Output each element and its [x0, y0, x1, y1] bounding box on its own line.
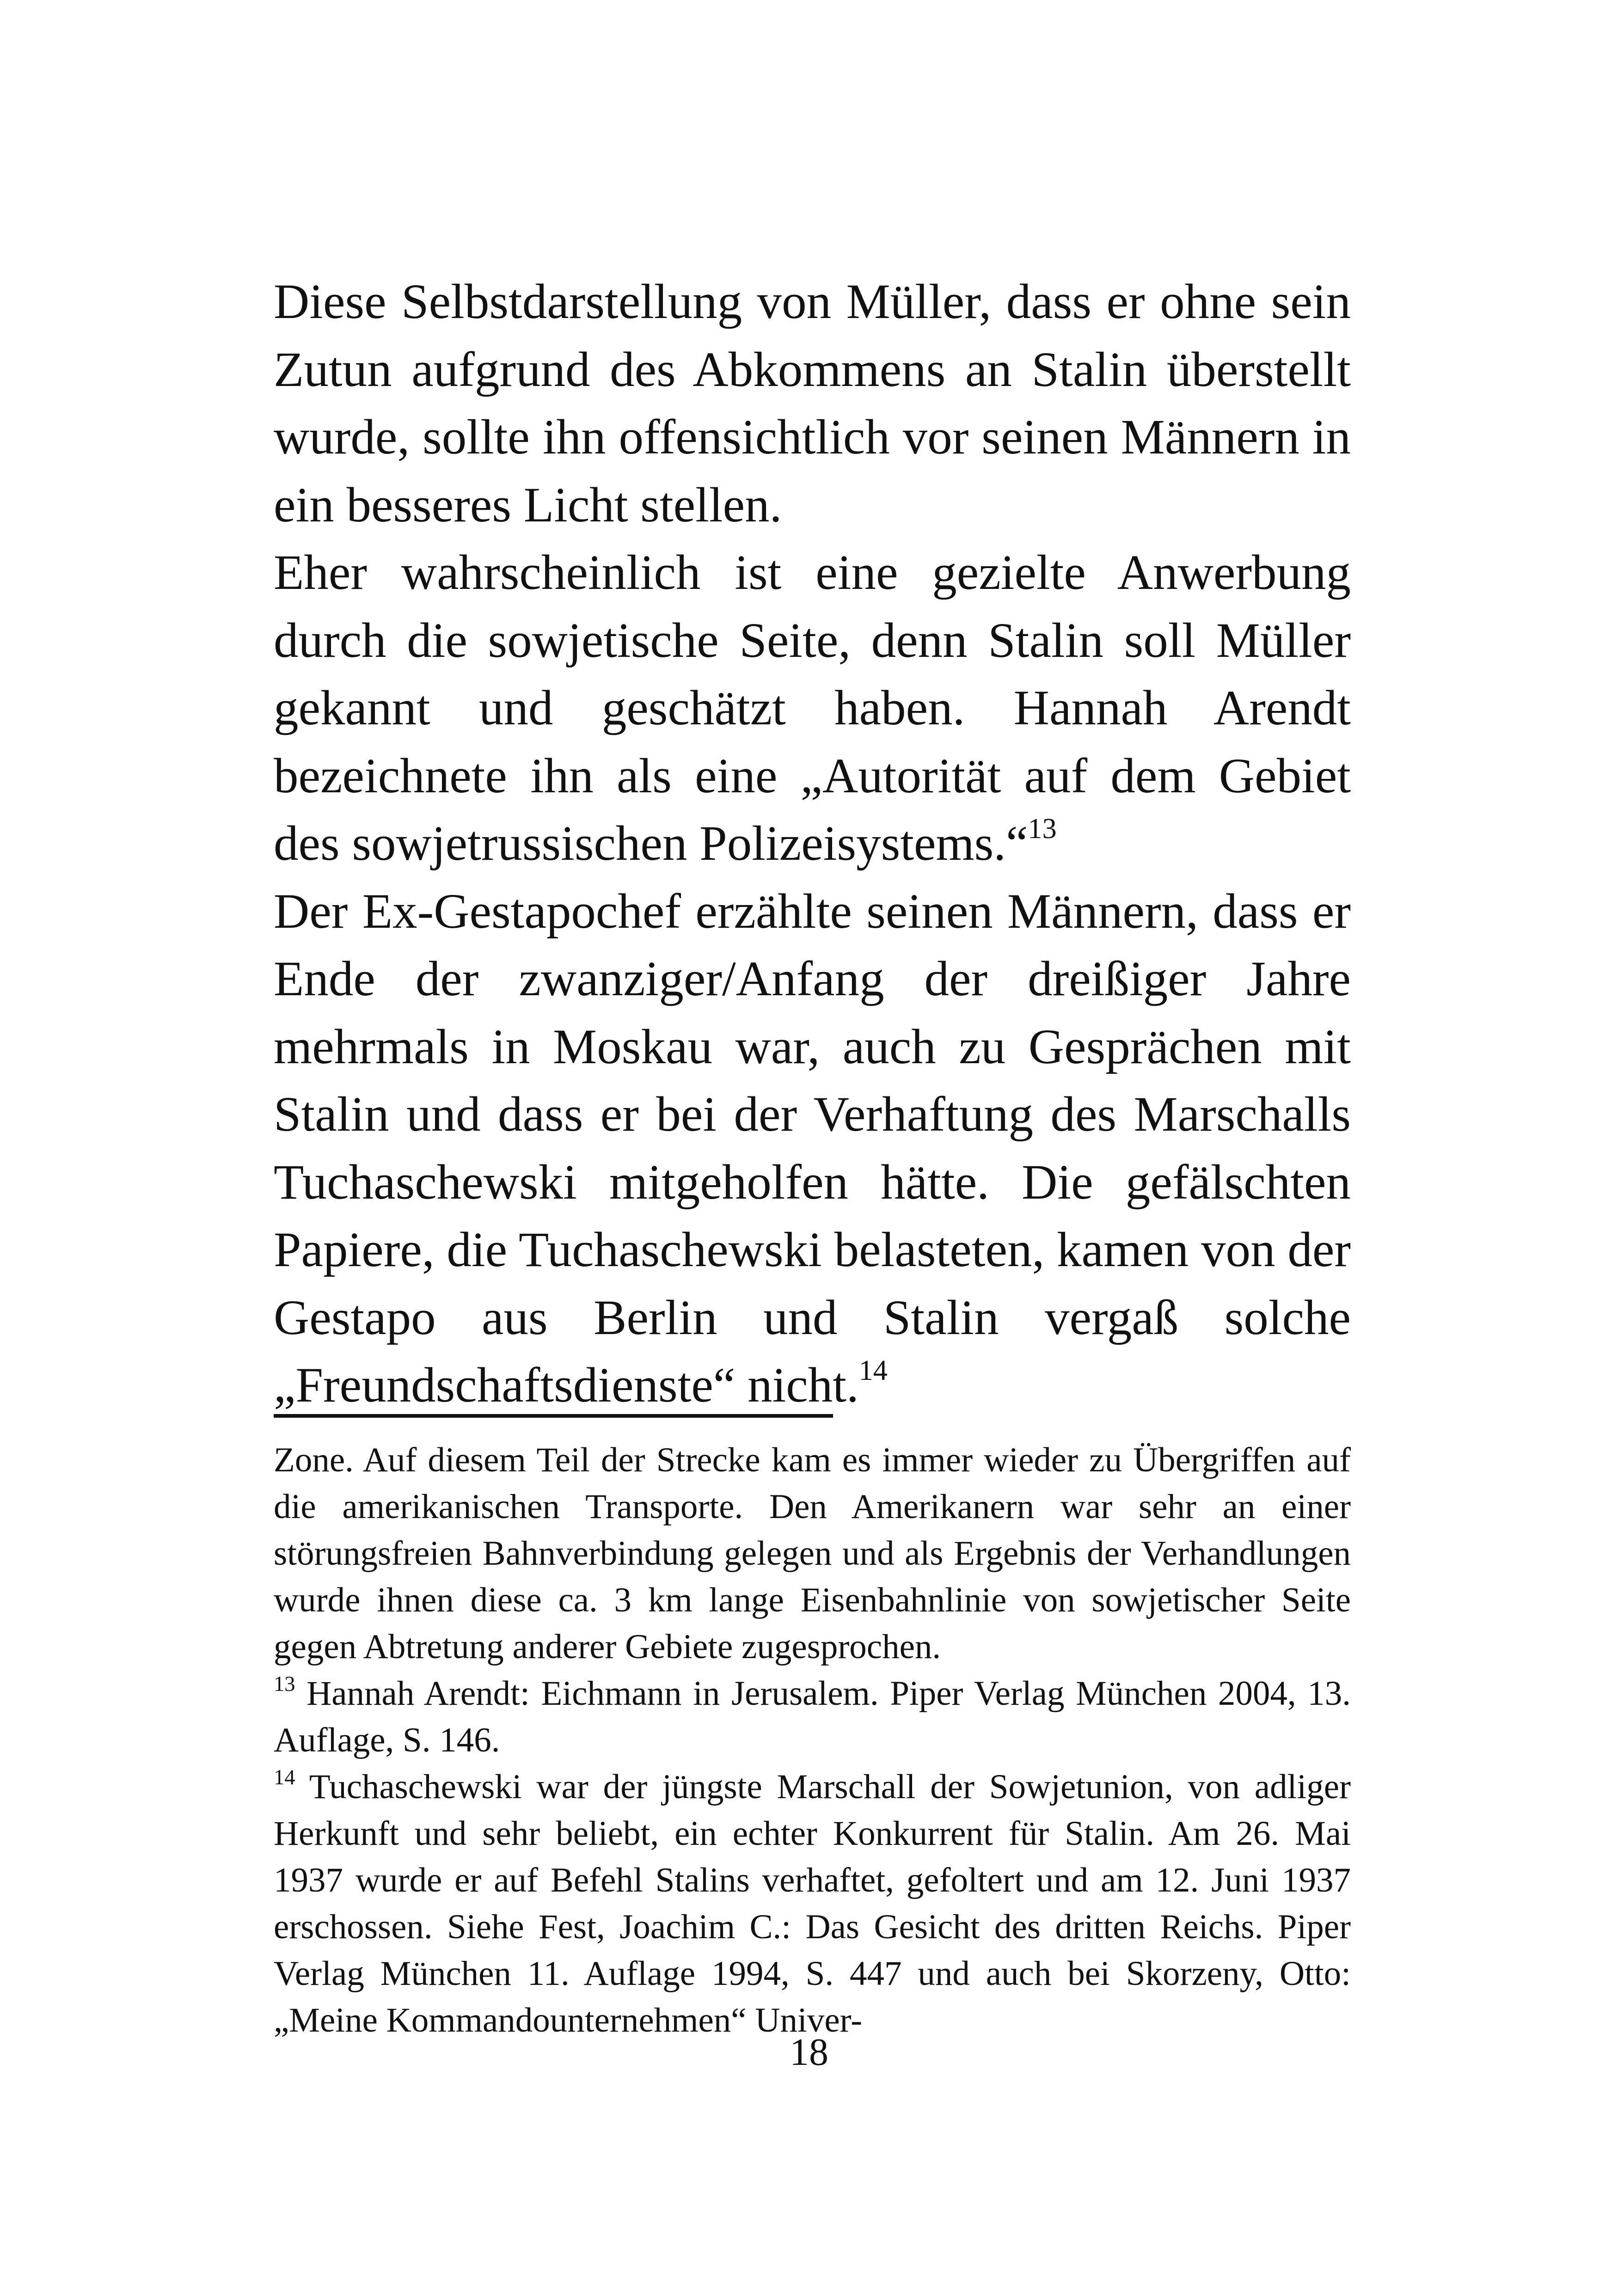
paragraph-text: Der Ex-Gestapochef erzählte seinen Männern, dass er Ende der zwanziger/Anfang der dreißiger Jahre mehrmals in Moskau war, auch zu Gesprächen mit Stalin und dass er bei der Verhaftung des Marschalls Tuchaschewski mitgeholfen hätte. Die gefälschten Papiere, die Tuchaschewski belasteten, kamen von der Gestapo aus Berlin und Stalin vergaß solche „Freundschaftsdienste“ nicht.	[274, 884, 1351, 1413]
footnote-text: Hannah Arendt: Eichmann in Jerusalem. Piper Verlag München 2004, 13. Auflage, S. 146.	[274, 1674, 1351, 1759]
footnotes-section	[274, 1437, 1351, 2044]
footnote	[274, 1763, 1351, 2044]
footnote-text: Tuchaschewski war der jüngste Marschall der Sowjetunion, von adliger Herkunft und sehr beliebt, ein echter Konkurrent für Stalin. Am 26. Mai 1937 wurde er auf Befehl Stalins verhaftet, gefoltert und am 12. Juni 1937 erschossen. Siehe Fest, Joachim C.: Das Gesicht des dritten Reichs. Piper Verlag München 11. Auflage 1994, S. 447 und auch bei Skorzeny, Otto: „Meine Kommandounternehmen“ Univer-	[274, 1768, 1351, 2039]
footnote-number: 14	[274, 1765, 295, 1789]
footnote-continuation	[274, 1437, 1351, 1670]
paragraph-text: Eher wahrscheinlich ist eine gezielte Anwerbung durch die sowjetische Seite, denn Stalin soll Müller gekannt und geschätzt haben. Hannah Arendt bezeichnete ihn als eine „Autorität auf dem Gebiet des sowjetrussischen Polizeisystems.“	[274, 545, 1351, 871]
footnote-number: 13	[274, 1672, 295, 1696]
main-text	[274, 268, 1351, 1420]
paragraph	[274, 539, 1351, 878]
footnote-divider	[274, 1414, 833, 1418]
footnote-reference[interactable]: 13	[1028, 813, 1057, 845]
footnote	[274, 1670, 1351, 1763]
paragraph	[274, 878, 1351, 1420]
page-number: 18	[790, 2031, 828, 2074]
footnote-reference[interactable]: 14	[858, 1355, 888, 1387]
footnote-text: Zone. Auf diesem Teil der Strecke kam es immer wieder zu Übergriffen auf die amerikanischen Transporte. Den Amerikanern war sehr an einer störungsfreien Bahnverbindung gelegen und als Ergebnis der Verhandlungen wurde ihnen diese ca. 3 km lange Eisenbahnlinie von sowjetischer Seite gegen Abtretung anderer Gebiete zugesprochen.	[274, 1441, 1351, 1666]
paragraph-text: Diese Selbstdarstellung von Müller, dass er ohne sein Zutun aufgrund des Abkommens an Stalin überstellt wurde, sollte ihn offensichtlich vor seinen Männern in ein besseres Licht stellen.	[274, 275, 1351, 533]
paragraph	[274, 268, 1351, 539]
